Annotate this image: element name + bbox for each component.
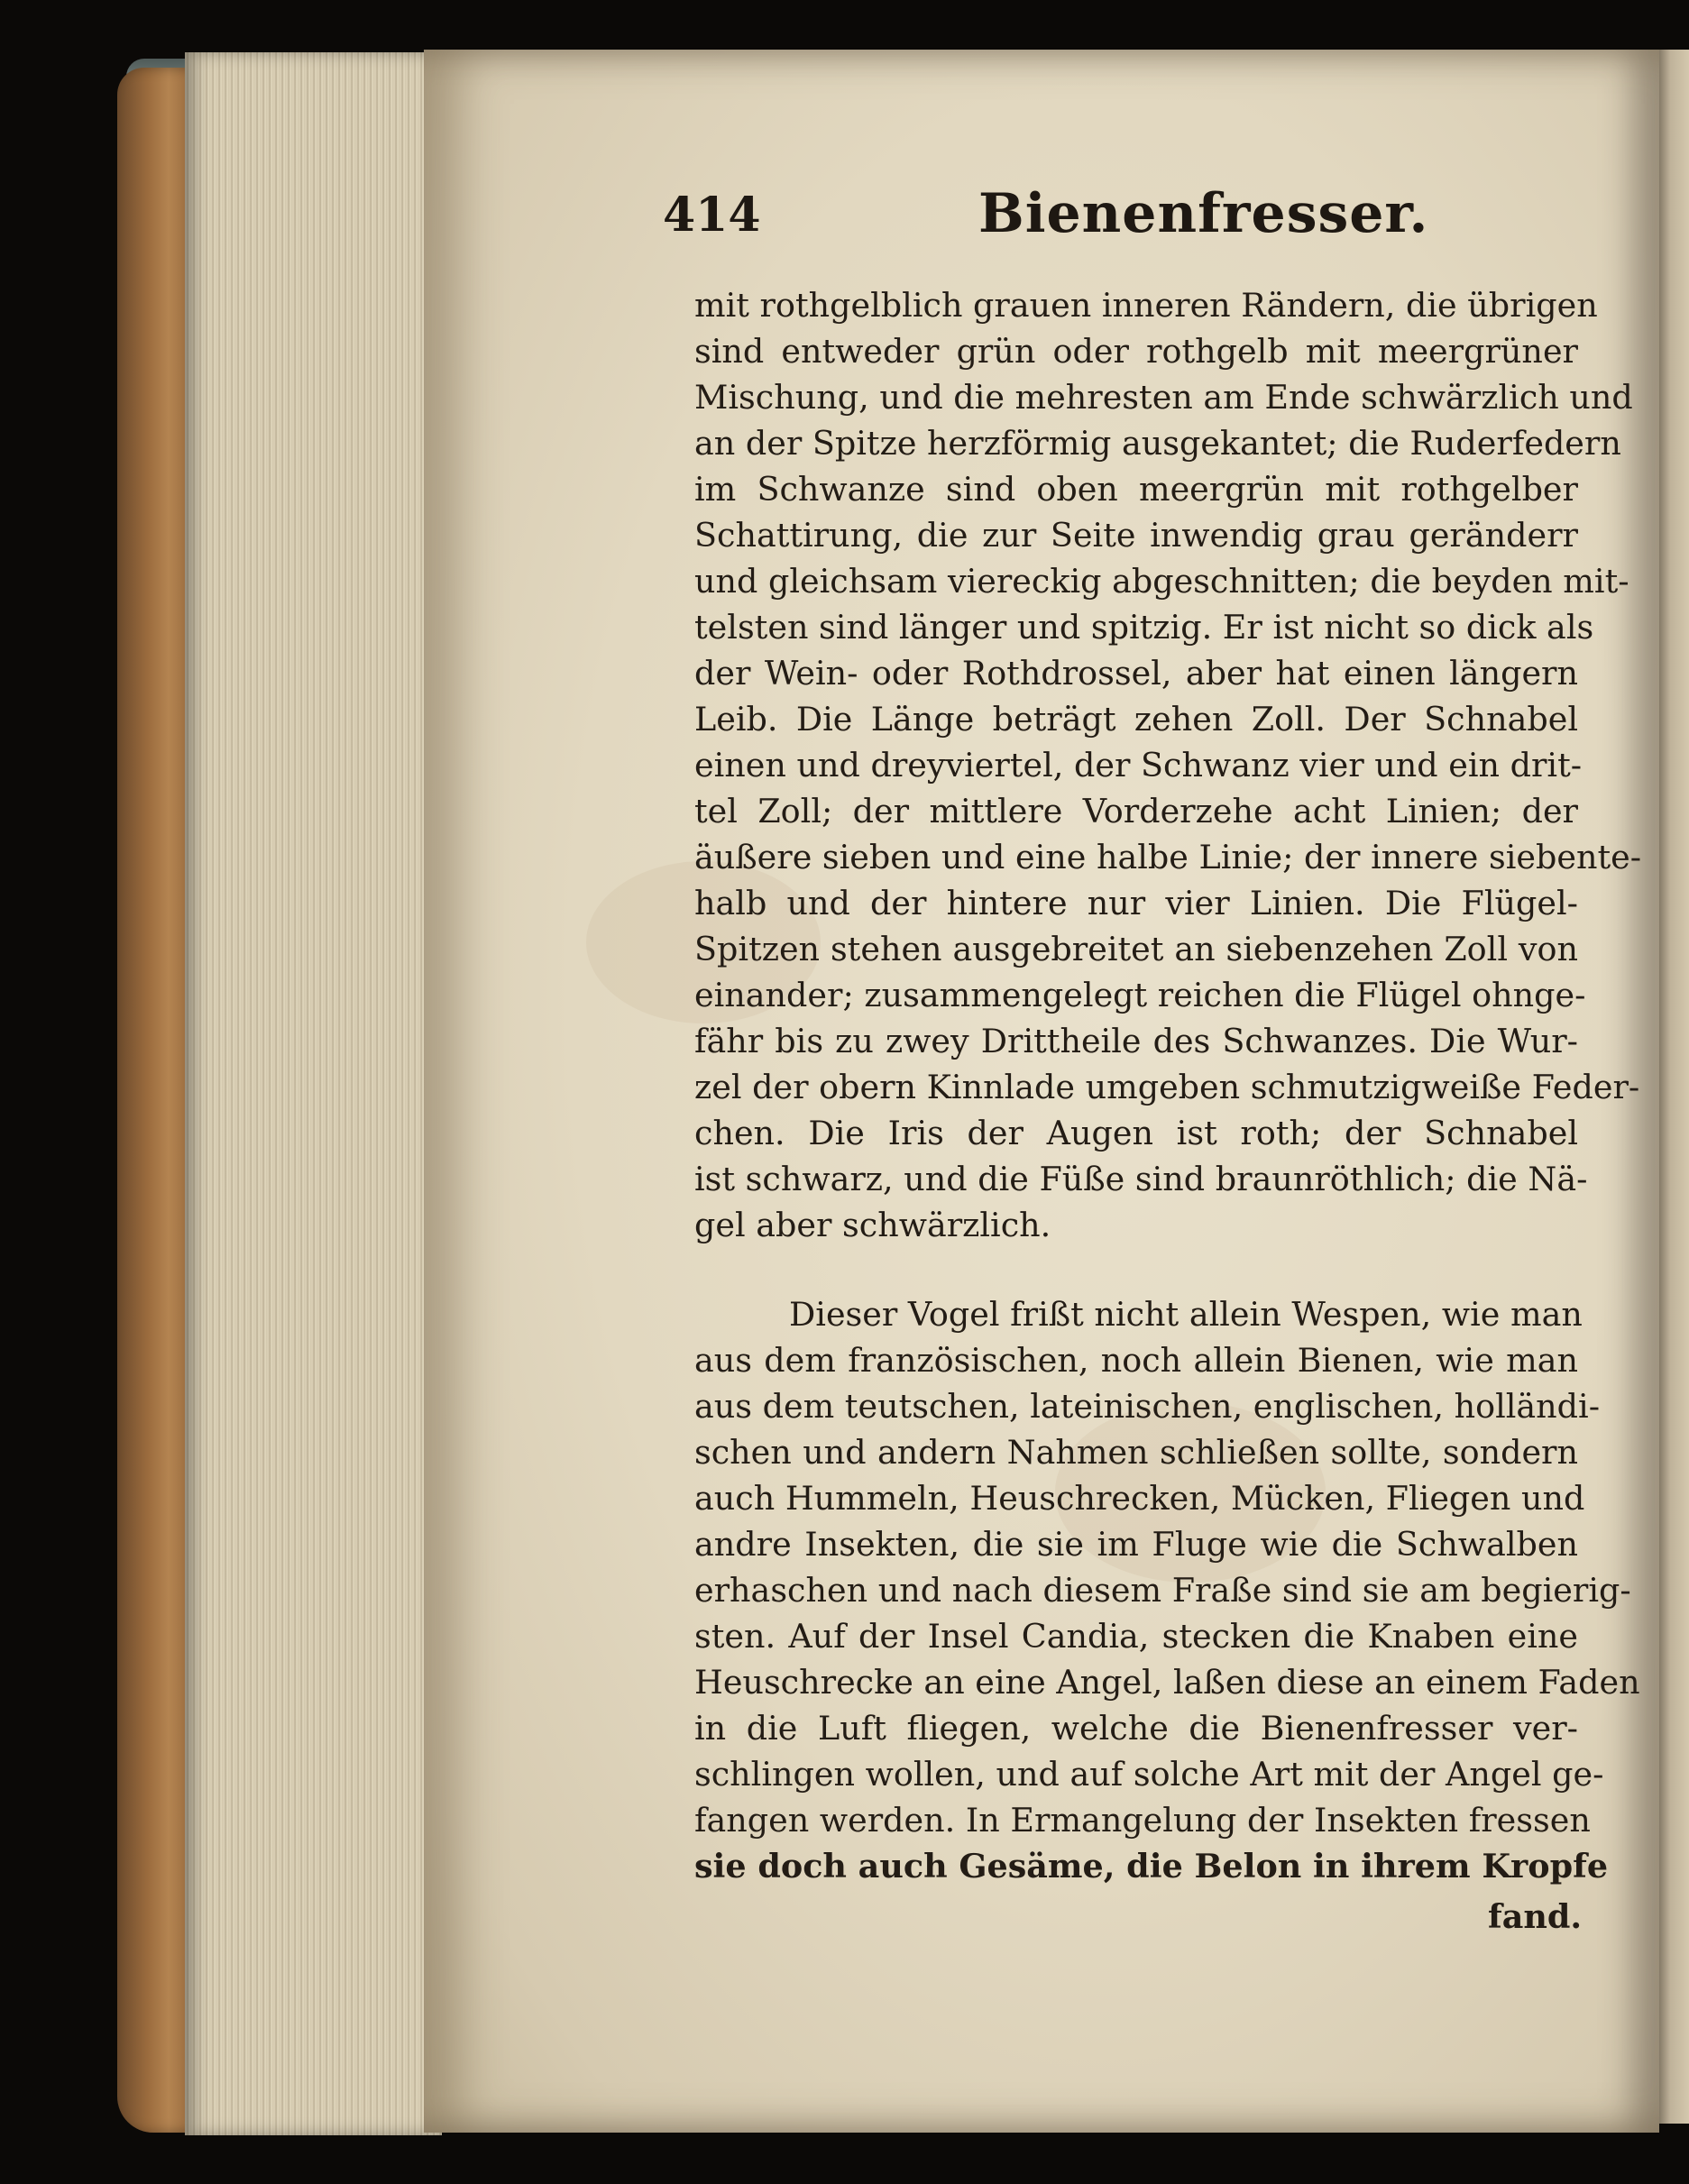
text-line: tel Zoll; der mittlere Vorderzehe acht Linien; der [694, 792, 1578, 830]
text-line: Mischung, und die mehresten am Ende schwärzlich und [694, 378, 1633, 417]
text-line: sie doch auch Gesäme, die Belon in ihrem Kropfe [694, 1847, 1609, 1886]
text-line: Heuschrecke an eine Angel, laßen diese an einem Faden [694, 1663, 1640, 1702]
catchword: fand. [1488, 1897, 1583, 1936]
text-line: äußere sieben und eine halbe Linie; der innere siebente- [694, 838, 1642, 876]
page-number: 414 [663, 188, 761, 243]
text-line: Leib. Die Länge beträgt zehen Zoll. Der Schnabel [694, 700, 1578, 739]
text-line: Dieser Vogel frißt nicht allein Wespen, wie man [789, 1295, 1583, 1334]
facing-page-edge [1655, 50, 1689, 2124]
text-line: fangen werden. In Ermangelung der Insekten fressen [694, 1801, 1591, 1840]
text-line: fähr bis zu zwey Drittheile des Schwanzes. Die Wur- [694, 1022, 1578, 1060]
text-line: und gleichsam viereckig abgeschnitten; die beyden mit- [694, 562, 1629, 601]
text-line: erhaschen und nach diesem Fraße sind sie am begierig- [694, 1571, 1631, 1610]
text-line: einander; zusammengelegt reichen die Flügel ohnge- [694, 976, 1586, 1014]
text-line: aus dem teutschen, lateinischen, englischen, holländi- [694, 1387, 1601, 1426]
text-line: Spitzen stehen ausgebreitet an siebenzehen Zoll von [694, 930, 1578, 968]
page-header [663, 182, 1429, 260]
running-title: Bienenfresser. [978, 182, 1429, 245]
text-line: telsten sind länger und spitzig. Er ist nicht so dick als [694, 608, 1594, 647]
text-line: auch Hummeln, Heuschrecken, Mücken, Fliegen und [694, 1479, 1585, 1518]
text-line: schen und andern Nahmen schließen sollte, sondern [694, 1433, 1578, 1472]
text-line: mit rothgelblich grauen inneren Rändern, die übrigen [694, 286, 1598, 325]
text-line: an der Spitze herzförmig ausgekantet; die Ruderfedern [694, 424, 1621, 463]
text-line: aus dem französischen, noch allein Bienen, wie man [694, 1341, 1578, 1380]
text-line: halb und der hintere nur vier Linien. Die Flügel- [694, 884, 1578, 922]
text-line: sind entweder grün oder rothgelb mit meergrüner [694, 332, 1578, 371]
text-line: im Schwanze sind oben meergrün mit rothgelber [694, 470, 1578, 509]
text-line: zel der obern Kinnlade umgeben schmutzigweiße Feder- [694, 1068, 1640, 1106]
text-line: in die Luft fliegen, welche die Bienenfresser ver- [694, 1709, 1578, 1748]
text-line: Schattirung, die zur Seite inwendig grau geränderr [694, 516, 1578, 555]
text-line: schlingen wollen, und auf solche Art mit der Angel ge- [694, 1755, 1604, 1794]
text-line: andre Insekten, die sie im Fluge wie die Schwalben [694, 1525, 1578, 1564]
text-line: der Wein- oder Rothdrossel, aber hat einen längern [694, 654, 1578, 693]
text-line: sten. Auf der Insel Candia, stecken die Knaben eine [694, 1617, 1578, 1656]
text-line: chen. Die Iris der Augen ist roth; der Schnabel [694, 1114, 1578, 1152]
text-line: einen und dreyviertel, der Schwanz vier und ein drit- [694, 746, 1583, 785]
page-stack-edges [185, 52, 442, 2135]
text-line: gel aber schwärzlich. [694, 1206, 1051, 1244]
text-line: ist schwarz, und die Füße sind braunröthlich; die Nä- [694, 1160, 1588, 1198]
